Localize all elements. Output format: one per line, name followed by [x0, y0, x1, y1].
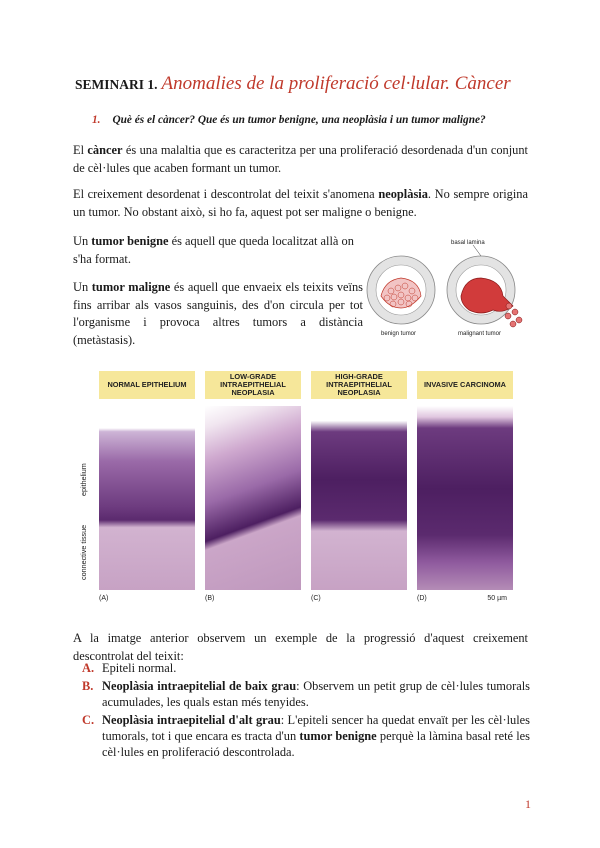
- list-bold: Neoplàsia intraepitelial de baix grau: [102, 679, 297, 693]
- list-letter: A.: [82, 661, 95, 675]
- question-number: 1.: [92, 114, 101, 126]
- epithelium-side-label: epithelium: [79, 463, 88, 496]
- histology-panel-d: [413, 368, 517, 604]
- paragraph-neoplasia: [73, 186, 528, 221]
- list-bold-2: tumor benigne: [299, 729, 377, 743]
- list-text-2: perquè la làmina basal reté les cèl·lules en proliferació descontrolada.: [102, 729, 530, 759]
- scale-bar-label: 50 µm: [487, 595, 507, 602]
- basal-lamina-label: basal lamina: [451, 240, 485, 246]
- p3-bold: tumor benigne: [91, 234, 169, 248]
- p4-text-b: és aquell que envaeix els teixits veïns fins arribar als vasos sanguinis, des d'on circula per tot l'organisme i provoca altres tumors a distància (metàstasis).: [73, 280, 363, 347]
- stage-list: [82, 660, 530, 762]
- panel-a-header: NORMAL EPITHELIUM: [99, 371, 195, 399]
- page-number: 1: [525, 797, 531, 811]
- benign-tumor-label: benign tumor: [381, 331, 417, 337]
- histology-panel-a: [95, 368, 199, 604]
- benign-tumor-figure: [367, 256, 435, 324]
- question-text: Què és el càncer? Que és un tumor benigne, una neoplàsia i un tumor maligne?: [112, 114, 486, 126]
- p4-bold: tumor maligne: [91, 280, 171, 294]
- p3-text-a: Un: [73, 234, 92, 248]
- paragraph-progression: A la imatge anterior observem un exemple de la progressió d'aquest creixement descontrolat del teixit:: [73, 631, 528, 663]
- list-bold: Neoplàsia intraepitelial d'alt grau: [102, 713, 281, 727]
- panel-d-label: (D): [417, 595, 427, 602]
- malignant-tumor-label: malignant tumor: [458, 331, 502, 337]
- connective-side-label: connective tissue: [79, 524, 88, 580]
- list-item: [82, 678, 530, 710]
- list-letter: B.: [82, 679, 94, 693]
- panel-a-label: (A): [99, 595, 109, 602]
- list-text: : L'epiteli sencer ha quedat envaït per les cèl·lules tumorals, tot i que encara es tracta d'un: [102, 713, 530, 743]
- paragraph-benign: [73, 233, 358, 268]
- malignant-tumor-figure: [447, 256, 522, 327]
- p2-text-b: . No sempre origina un tumor. No obstant això, si ho fa, aquest pot ser maligne o benigne.: [73, 187, 528, 219]
- p1-bold: càncer: [87, 143, 123, 157]
- panel-c-label: (C): [311, 595, 321, 602]
- p2-text-a: El creixement desordenat i descontrolat del teixit s'anomena: [73, 187, 379, 201]
- p3-text-b: és aquell que queda localitzat allà on s'ha format.: [73, 234, 354, 266]
- histology-panel-b: [201, 368, 305, 604]
- histology-panel-c: [307, 368, 411, 604]
- histology-figure: [73, 358, 528, 624]
- panel-a-tissue: [99, 406, 195, 590]
- list-item: [82, 660, 530, 676]
- p4-text-a: Un: [73, 280, 92, 294]
- paragraph-malignant: [73, 279, 363, 349]
- panel-b-header: LOW-GRADE INTRAEPITHELIAL NEOPLASIA: [205, 371, 301, 399]
- list-item: [82, 712, 530, 760]
- panel-c-tissue: [311, 406, 407, 590]
- list-text: Epiteli normal.: [102, 661, 177, 675]
- question-heading: [92, 114, 552, 126]
- title-lead: SEMINARI 1.: [75, 77, 158, 92]
- title-main: Anomalies de la proliferació cel·lular. Càncer: [161, 73, 511, 94]
- panel-b-tissue: [205, 406, 301, 590]
- p1-text-b: és una malaltia que es caracteritza per una proliferació desordenada d'un conjunt de cèl·lules que acaben formant un tumor.: [73, 143, 528, 175]
- p1-text-a: El: [73, 143, 88, 157]
- panel-d-tissue: [417, 406, 513, 590]
- panel-d-header: INVASIVE CARCINOMA: [417, 371, 513, 399]
- list-letter: C.: [82, 713, 95, 727]
- paragraph-cancer: [73, 142, 528, 177]
- page-title: [75, 73, 545, 95]
- panel-b-label: (B): [205, 595, 215, 602]
- p2-bold: neoplàsia: [378, 187, 428, 201]
- tumor-diagram: [363, 236, 528, 339]
- list-text: : Observem un petit grup de cèl·lules tumorals acumulades, les quals estan més tenyides.: [102, 679, 530, 709]
- panel-c-header: HIGH-GRADE INTRAEPITHELIAL NEOPLASIA: [311, 371, 407, 399]
